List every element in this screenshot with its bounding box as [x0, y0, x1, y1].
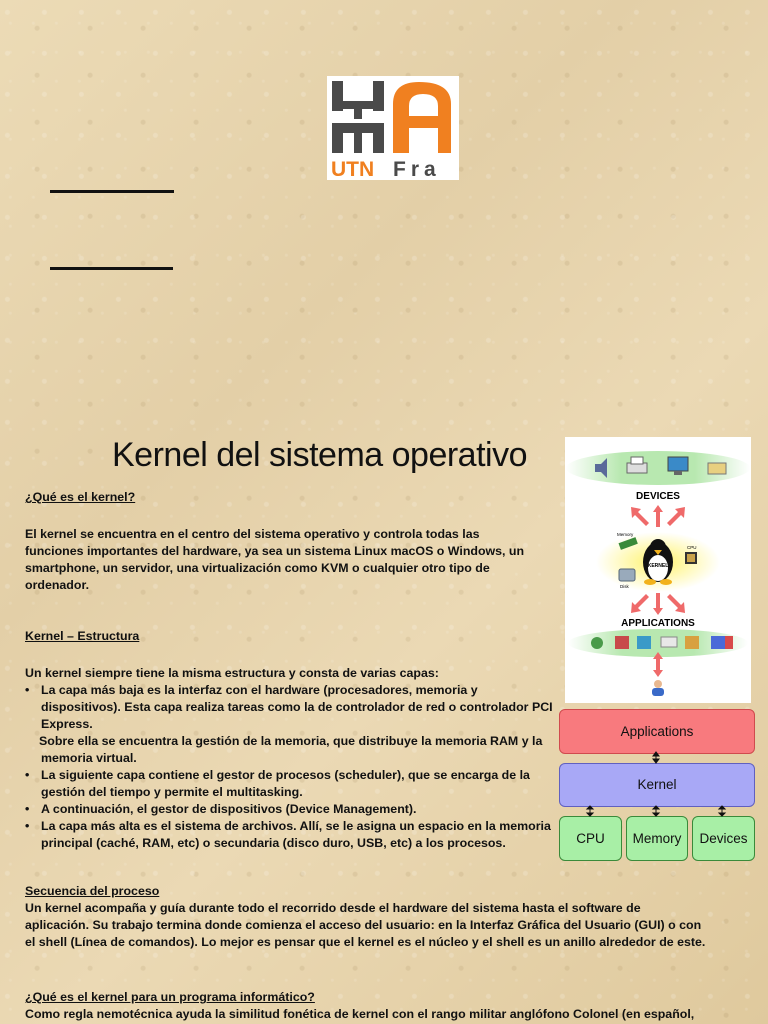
block-diagram-arrows	[559, 700, 759, 820]
memory-note: Sobre ella se encuentra la gestión de la memoria, que distribuye la memoria RAM y la memoria virtual.	[39, 734, 543, 765]
kernel-box: Kernel	[559, 763, 755, 807]
applications-box: Applications	[559, 709, 755, 754]
devices-box: Devices	[692, 816, 755, 861]
disk-small-label: Disk	[620, 584, 629, 589]
logo-text-fra: Fra	[393, 158, 441, 180]
divider-line-2	[50, 267, 173, 270]
arrows-top	[631, 505, 685, 527]
heading-kernel-structure: Kernel – Estructura	[25, 629, 140, 643]
heading-what-is-kernel: ¿Qué es el kernel?	[25, 490, 136, 504]
devices-label: DEVICES	[636, 491, 680, 502]
memory-box: Memory	[626, 816, 688, 861]
heading-kernel-program: ¿Qué es el kernel para un programa informático?	[25, 990, 315, 1004]
list-item: • La siguiente capa contiene el gestor de procesos (scheduler), que se encarga de la gestión del tiempo y permite el multitasking.	[25, 768, 530, 799]
card-icon	[708, 463, 726, 474]
paragraph-what-is-kernel: El kernel se encuentra en el centro del sistema operativo y controla todas las funciones importantes del hardware, ya sea un sistema Linux macOS o Windows, un smartphone, un servidor, una virtualización como KVM o cualquier otro tipo de ordenador.	[25, 527, 525, 592]
linux-kernel-diagram	[565, 437, 751, 703]
disk-icon	[619, 569, 635, 581]
applications-label: APPLICATIONS	[621, 618, 695, 629]
divider-line-1	[50, 190, 174, 193]
cpu-box: CPU	[559, 816, 622, 861]
utn-fra-logo	[327, 76, 459, 180]
heading-process-sequence: Secuencia del proceso	[25, 884, 160, 898]
list-item: • La capa más baja es la interfaz con el hardware (procesadores, memoria y dispositivos). Esta capa realiza tareas como la de controlador de red o controlador PCI Express.	[25, 683, 553, 731]
memory-small-label: Memory	[617, 532, 634, 537]
arrows-bottom	[631, 593, 685, 615]
paragraph-kernel-program: Como regla nemotécnica ayuda la similitud fonética de kernel con el rango militar anglófono Colonel (en español,	[25, 1007, 695, 1021]
page-title: Kernel del sistema operativo	[112, 436, 528, 474]
logo-text-utn: UTN	[331, 158, 375, 180]
paragraph-process-sequence: Un kernel acompaña y guía durante todo el recorrido desde el hardware del sistema hasta el software de aplicación. Su trabajo termina donde comienza el acceso del usuario: en la Interfaz Gráfica del Usuario (GUI) o con el shell (Línea de comandos). Lo mejor es pensar que el kernel es el núcleo y el shell es un anillo alrededor de este.	[25, 901, 706, 949]
user-icon	[652, 680, 664, 696]
structure-intro: Un kernel siempre tiene la misma estructura y consta de varias capas:	[25, 666, 439, 680]
kernel-small-label: KERNEL	[647, 563, 669, 569]
list-item: • La capa más alta es el sistema de archivos. Allí, se le asigna un espacio en la memoria principal (caché, RAM, etc) o secundaria (disco duro, USB, etc) a los procesos.	[25, 819, 551, 850]
cpu-chip-icon	[685, 552, 697, 564]
cpu-small-label: CPU	[687, 545, 697, 550]
list-item: • A continuación, el gestor de dispositivos (Device Management).	[25, 802, 417, 816]
structure-list	[25, 665, 565, 852]
